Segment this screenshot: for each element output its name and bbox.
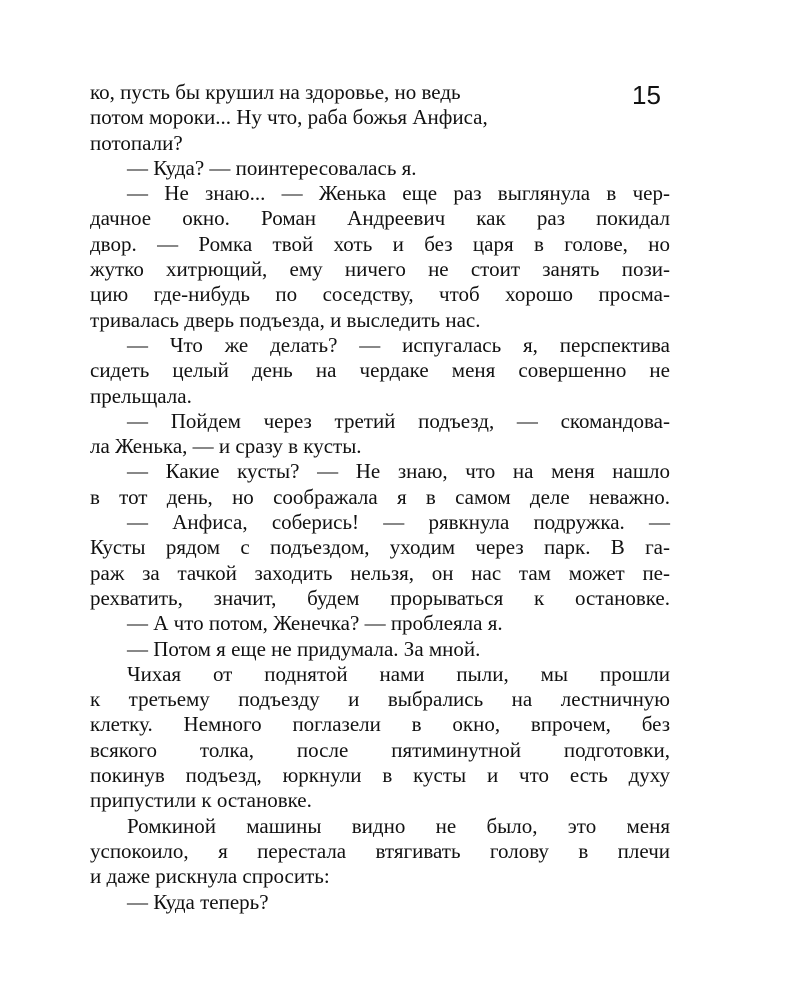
text-line: двор. — Ромка твой хоть и без царя в голове, но [90,231,670,256]
body-text [90,80,670,915]
text-line: дачное окно. Роман Андреевич как раз покидал [90,206,670,231]
text-line: Чихая от поднятой нами пыли, мы прошли [127,661,670,686]
text-line: сидеть целый день на чердаке меня совершенно не [90,358,670,383]
text-line: — Пойдем через третий подъезд, — скомандова- [127,408,670,433]
text-line: — А что потом, Женечка? — проблеяла я. [127,611,503,636]
text-line: цию где-нибудь по соседству, чтоб хорошо просма- [90,282,670,307]
text-line: к третьему подъезду и выбрались на лестничную [90,687,670,712]
text-line: успокоило, я перестала втягивать голову в плечи [90,838,670,863]
text-line: — Анфиса, соберись! — рявкнула подружка. — [127,510,670,535]
text-line: припустили к остановке. [90,788,312,813]
page-number: 15 [632,80,661,110]
text-line: — Что же делать? — испугалась я, перспектива [127,332,670,357]
text-line: потом мороки... Ну что, раба божья Анфиса, [90,105,488,130]
text-line: и даже рискнула спросить: [90,864,330,889]
text-line: потопали? [90,130,183,155]
text-line: ко, пусть бы крушил на здоровье, но ведь [90,80,461,104]
text-line: покинув подъезд, юркнули в кусты и что есть духу [90,763,670,788]
text-line: Кусты рядом с подъездом, уходим через парк. В га- [90,535,670,560]
text-line: — Какие кусты? — Не знаю, что на меня нашло [127,459,670,484]
text-line: клетку. Немного поглазели в окно, впрочем, без [90,712,670,737]
text-line: — Куда? — поинтересовалась я. [127,155,417,180]
text-line: всякого толка, после пятиминутной подготовки, [90,737,670,762]
text-line: — Потом я еще не придумала. За мной. [127,636,481,661]
text-line: ла Женька, — и сразу в кусты. [90,434,362,459]
text-line: раж за тачкой заходить нельзя, он нас там может пе- [90,560,670,585]
text-line: в тот день, но соображала я в самом деле неважно. [90,484,670,509]
text-line: — Куда теперь? [127,889,269,914]
text-line: тривалась дверь подъезда, и выследить нас. [90,307,481,332]
text-line: Ромкиной машины видно не было, это меня [127,813,670,838]
text-line: прельщала. [90,383,192,408]
text-line: жутко хитрющий, ему ничего не стоит занять пози- [90,257,670,282]
text-line: рехватить, значит, будем прорываться к остановке. [90,585,670,610]
text-line: — Не знаю... — Женька еще раз выглянула в чер- [127,181,670,206]
